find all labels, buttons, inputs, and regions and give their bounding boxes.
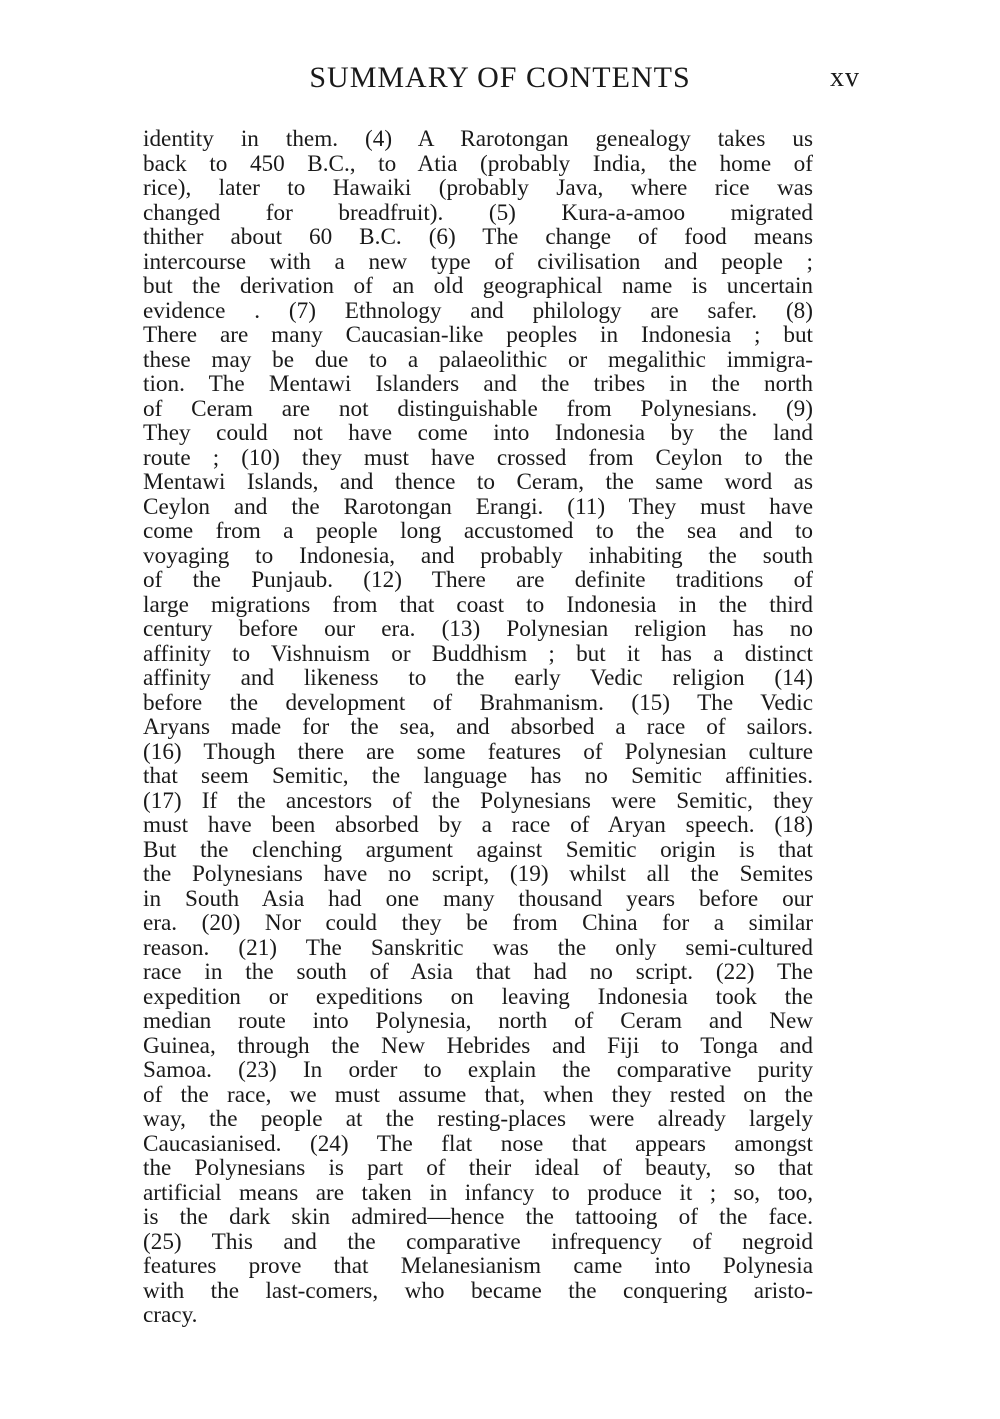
text-line: the Polynesians have no script, (19) whilst all the Semites — [143, 861, 813, 887]
text-line: Mentawi Islands, and thence to Ceram, the same word as — [143, 469, 813, 495]
text-line: in South Asia had one many thousand years before our — [143, 885, 813, 912]
text-line: Guinea, through the New Hebrides and Fiji to Tonga and — [143, 1032, 813, 1059]
page-number: xv — [830, 62, 860, 93]
text-line: with the last-comers, who became the conquering aristo- — [143, 1277, 813, 1304]
text-line: come from a people long accustomed to the sea and to — [143, 518, 813, 544]
text-line: must have been absorbed by a race of Aryan speech. (18) — [143, 812, 813, 838]
text-line: is the dark skin admired—hence the tattooing of the face. — [143, 1204, 813, 1230]
text-line: Caucasianised. (24) The flat nose that appears amongst — [143, 1130, 813, 1157]
text-line: century before our era. (13) Polynesian religion has no — [143, 616, 813, 642]
text-line: before the development of Brahmanism. (15) The Vedic — [143, 689, 813, 716]
text-line: thither about 60 B.C. (6) The change of food means — [143, 224, 813, 250]
text-line: (17) If the ancestors of the Polynesians were Semitic, they — [143, 787, 813, 814]
text-line: changed for breadfruit). (5) Kura-a-amoo migrated — [143, 199, 813, 226]
summary-body — [143, 127, 813, 1328]
text-line: that seem Semitic, the language has no Semitic affinities. — [143, 763, 813, 789]
text-line: artificial means are taken in infancy to produce it ; so, too, — [143, 1179, 813, 1206]
text-line: large migrations from that coast to Indonesia in the third — [143, 591, 813, 618]
text-line: of the Punjaub. (12) There are definite traditions of — [143, 567, 813, 593]
text-line: of the race, we must assume that, when they rested on the — [143, 1081, 813, 1108]
text-line: (16) Though there are some features of Polynesian culture — [143, 738, 813, 765]
text-line: Aryans made for the sea, and absorbed a race of sailors. — [143, 714, 813, 740]
text-line: route ; (10) they must have crossed from Ceylon to the — [143, 444, 813, 471]
text-line: Ceylon and the Rarotongan Erangi. (11) They must have — [143, 493, 813, 520]
text-line: cracy. — [143, 1302, 198, 1328]
running-head — [140, 58, 860, 98]
text-line: evidence . (7) Ethnology and philology are safer. (8) — [143, 297, 813, 324]
text-line: Samoa. (23) In order to explain the comparative purity — [143, 1057, 813, 1083]
text-line: voyaging to Indonesia, and probably inhabiting the south — [143, 542, 813, 569]
text-line: But the clenching argument against Semitic origin is that — [143, 836, 813, 863]
text-line: reason. (21) The Sanskritic was the only semi-cultured — [143, 934, 813, 961]
page-title: SUMMARY OF CONTENTS — [309, 61, 691, 94]
text-line: way, the people at the resting-places were already largely — [143, 1106, 813, 1132]
text-line: affinity and likeness to the early Vedic religion (14) — [143, 665, 813, 691]
text-line: identity in them. (4) A Rarotongan genealogy takes us — [143, 126, 813, 152]
text-line: of Ceram are not distinguishable from Polynesians. (9) — [143, 395, 813, 422]
text-line: race in the south of Asia that had no script. (22) The — [143, 959, 813, 985]
text-line: the Polynesians is part of their ideal of beauty, so that — [143, 1155, 813, 1181]
text-line: affinity to Vishnuism or Buddhism ; but it has a distinct — [143, 640, 813, 667]
text-line: intercourse with a new type of civilisation and people ; — [143, 248, 813, 275]
text-line: median route into Polynesia, north of Ceram and New — [143, 1008, 813, 1034]
text-line: but the derivation of an old geographical name is uncertain — [143, 273, 813, 299]
text-line: There are many Caucasian-like peoples in Indonesia ; but — [143, 322, 813, 348]
text-line: era. (20) Nor could they be from China for a similar — [143, 910, 813, 936]
text-line: these may be due to a palaeolithic or megalithic immigra- — [143, 346, 813, 373]
text-line: (25) This and the comparative infrequency of negroid — [143, 1228, 813, 1255]
text-line: features prove that Melanesianism came into Polynesia — [143, 1253, 813, 1279]
text-line: back to 450 B.C., to Atia (probably India, the home of — [143, 150, 813, 177]
text-line: They could not have come into Indonesia by the land — [143, 420, 813, 446]
text-line: tion. The Mentawi Islanders and the tribes in the north — [143, 371, 813, 397]
text-line: expedition or expeditions on leaving Indonesia took the — [143, 983, 813, 1010]
text-line: rice), later to Hawaiki (probably Java, where rice was — [143, 175, 813, 201]
